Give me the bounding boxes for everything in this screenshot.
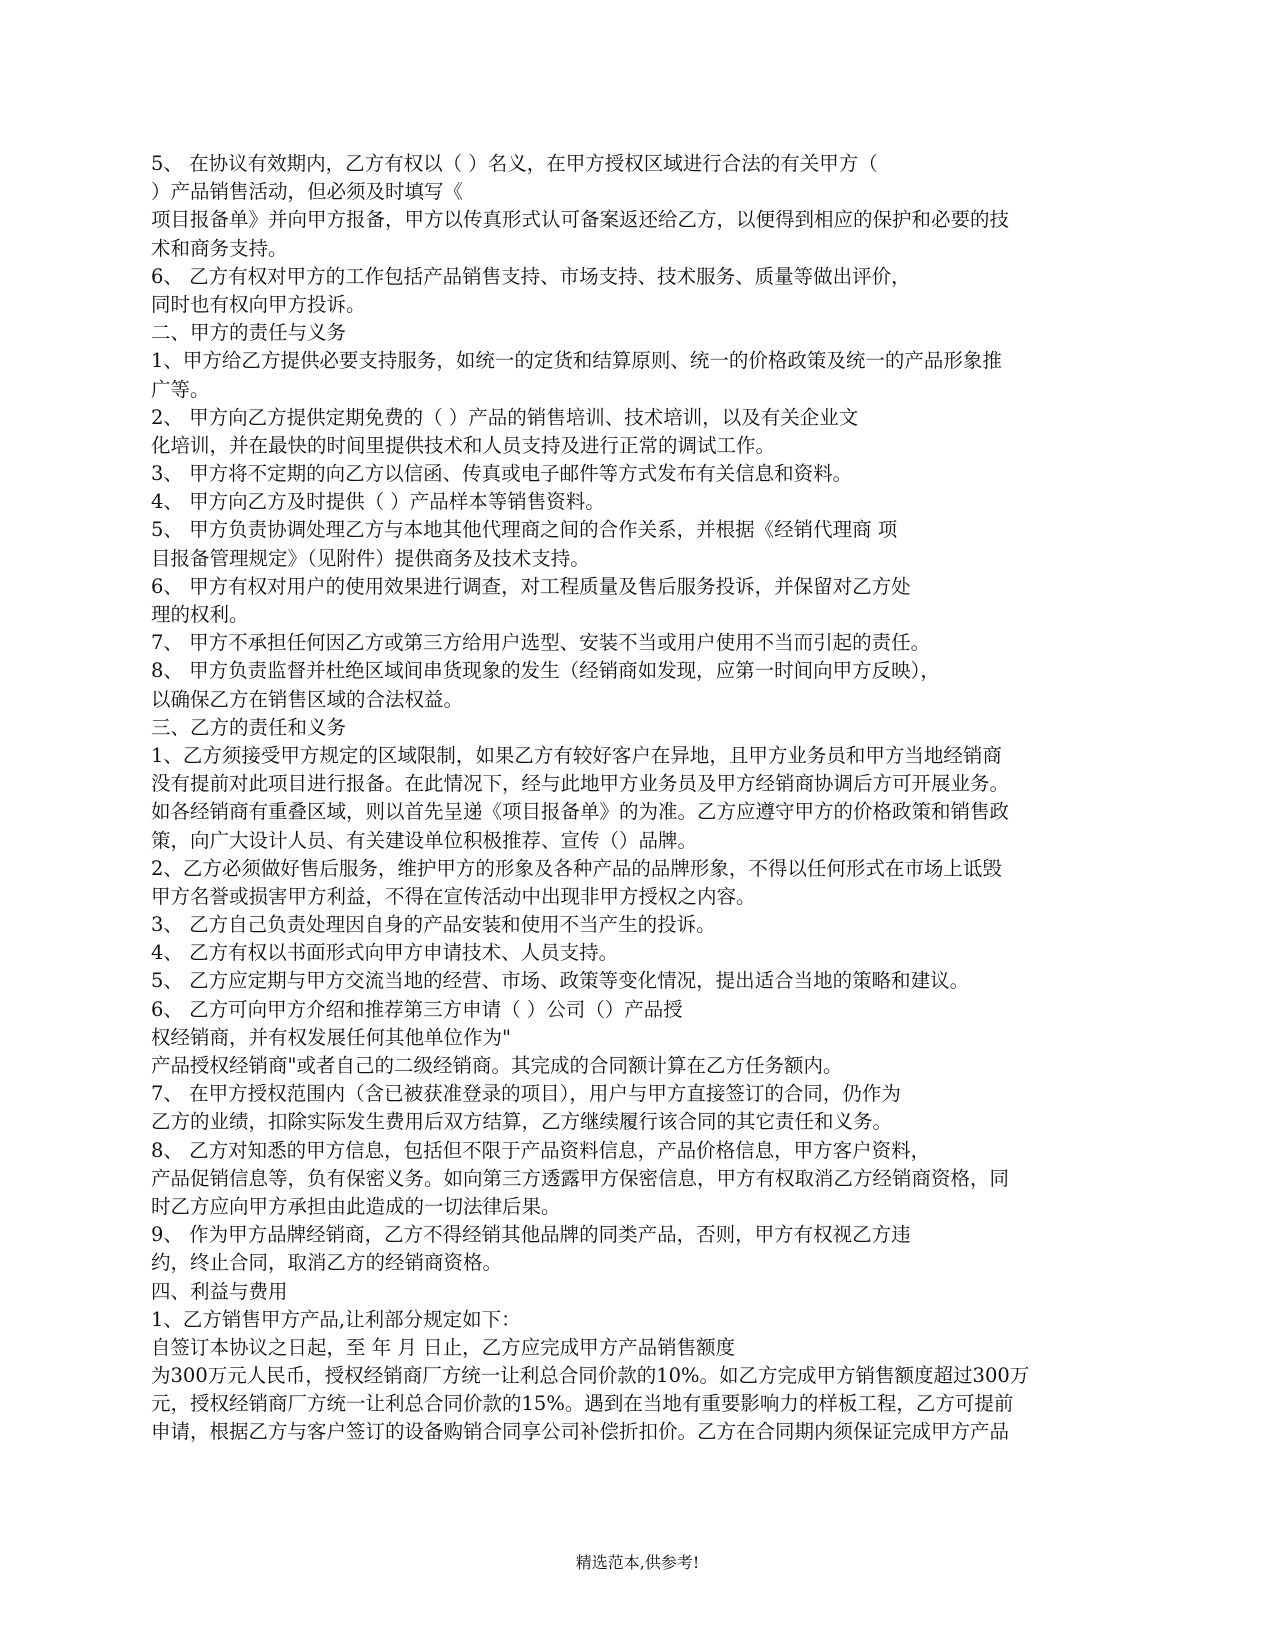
- text-line: 1、乙方须接受甲方规定的区域限制，如果乙方有较好客户在异地，且甲方业务员和甲方当地经销商: [151, 743, 1002, 767]
- text-line: 权经销商，并有权发展任何其他单位作为": [151, 1025, 511, 1049]
- text-line: 目报备管理规定》（见附件）提供商务及技术支持。: [151, 546, 590, 570]
- text-line: 没有提前对此项目进行报备。在此情况下，经与此地甲方业务员及甲方经销商协调后方可开展业务。: [151, 772, 1010, 796]
- text-line: ）产品销售活动，但必须及时填写《: [151, 180, 464, 204]
- text-line: 4、 乙方有权以书面形式向甲方申请技术、人员支持。: [151, 941, 619, 965]
- text-line: 四、利益与费用: [151, 1279, 288, 1303]
- text-line: 如各经销商有重叠区域，则以首先呈递《项目报备单》的为准。乙方应遵守甲方的价格政策和销售政: [151, 800, 1010, 824]
- text-line: 理的权利。: [151, 603, 249, 626]
- text-line: 1、乙方销售甲方产品,让利部分规定如下：: [151, 1307, 521, 1331]
- text-line: 8、 乙方对知悉的甲方信息，包括但不限于产品资料信息，产品价格信息，甲方客户资料，: [151, 1138, 931, 1162]
- text-line: 2、 甲方向乙方提供定期免费的（ ）产品的销售培训、技术培训，以及有关企业文: [151, 405, 859, 429]
- text-line: 6、 乙方有权对甲方的工作包括产品销售支持、市场支持、技术服务、质量等做出评价，: [151, 264, 911, 288]
- text-line: 约，终止合同，取消乙方的经销商资格。: [151, 1251, 503, 1275]
- text-line: 项目报备单》并向甲方报备，甲方以传真形式认可备案返还给乙方，以便得到相应的保护和必要的技: [151, 208, 1010, 232]
- text-line: 元，授权经销商厂方统一让利总合同价款的15%。遇到在当地有重要影响力的样板工程，乙方可提前: [151, 1392, 1014, 1416]
- text-line: 6、 乙方可向甲方介绍和推荐第三方申请（ ）公司（）产品授: [151, 997, 683, 1021]
- text-line: 策，向广大设计人员、有关建设单位积极推荐、宣传（）品牌。: [151, 828, 698, 852]
- text-line: 为300万元人民币，授权经销商厂方统一让利总合同价款的10%。如乙方完成甲方销售额度超过300万: [151, 1364, 1030, 1388]
- text-line: 5、 甲方负责协调处理乙方与本地其他代理商之间的合作关系，并根据《经销代理商 项: [151, 518, 898, 542]
- text-line: 广等。: [151, 377, 210, 401]
- document-body: [151, 150, 1131, 1447]
- text-line: 9、 作为甲方品牌经销商，乙方不得经销其他品牌的同类产品，否则，甲方有权视乙方违: [151, 1223, 911, 1247]
- text-line: 同时也有权向甲方投诉。: [151, 292, 366, 316]
- text-line: 2、乙方必须做好售后服务，维护甲方的形象及各种产品的品牌形象，不得以任何形式在市场上诋毁: [151, 856, 1002, 880]
- text-line: 自签订本协议之日起，至 年 月 日止，乙方应完成甲方产品销售额度: [151, 1335, 736, 1359]
- text-line: 产品促销信息等，负有保密义务。如向第三方透露甲方保密信息，甲方有权取消乙方经销商资格，同: [151, 1166, 1010, 1190]
- text-line: 7、 甲方不承担任何因乙方或第三方给用户选型、安装不当或用户使用不当而引起的责任。: [151, 631, 931, 655]
- text-line: 二、甲方的责任与义务: [151, 321, 347, 345]
- text-line: 化培训，并在最快的时间里提供技术和人员支持及进行正常的调试工作。: [151, 433, 776, 457]
- text-line: 7、 在甲方授权范围内（含已被获准登录的项目），用户与甲方直接签订的合同，仍作为: [151, 1082, 901, 1106]
- text-line: 三、乙方的责任和义务: [151, 715, 347, 739]
- text-line: 6、 甲方有权对用户的使用效果进行调查，对工程质量及售后服务投诉，并保留对乙方处: [151, 574, 911, 598]
- text-line: 1、甲方给乙方提供必要支持服务，如统一的定货和结算原则、统一的价格政策及统一的产品形象推: [151, 349, 1002, 373]
- text-line: 申请，根据乙方与客户签订的设备购销合同享公司补偿折扣价。乙方在合同期内须保证完成甲方产品: [151, 1420, 1010, 1444]
- text-line: 术和商务支持。: [151, 236, 288, 260]
- text-line: 5、 乙方应定期与甲方交流当地的经营、市场、政策等变化情况，提出适合当地的策略和建议。: [151, 969, 970, 993]
- text-line: 8、 甲方负责监督并杜绝区域间串货现象的发生（经销商如发现，应第一时间向甲方反映），: [151, 659, 940, 683]
- text-line: 产品授权经销商"或者自己的二级经销商。其完成的合同额计算在乙方任务额内。: [151, 1054, 843, 1077]
- text-line: 5、 在协议有效期内，乙方有权以（ ）名义，在甲方授权区域进行合法的有关甲方（: [151, 152, 878, 175]
- text-line: 3、 乙方自己负责处理因自身的产品安装和使用不当产生的投诉。: [151, 913, 716, 937]
- text-line: 4、 甲方向乙方及时提供（ ）产品样本等销售资料。: [151, 490, 605, 514]
- text-line: 时乙方应向甲方承担由此造成的一切法律后果。: [151, 1194, 561, 1218]
- text-line: 乙方的业绩，扣除实际发生费用后双方结算，乙方继续履行该合同的其它责任和义务。: [151, 1110, 893, 1134]
- text-line: 3、 甲方将不定期的向乙方以信函、传真或电子邮件等方式发布有关信息和资料。: [151, 462, 853, 486]
- text-line: 甲方名誉或损害甲方利益，不得在宣传活动中出现非甲方授权之内容。: [151, 884, 756, 908]
- text-line: 以确保乙方在销售区域的合法权益。: [151, 687, 464, 711]
- page-footer: 精选范本,供参考!: [575, 1553, 700, 1572]
